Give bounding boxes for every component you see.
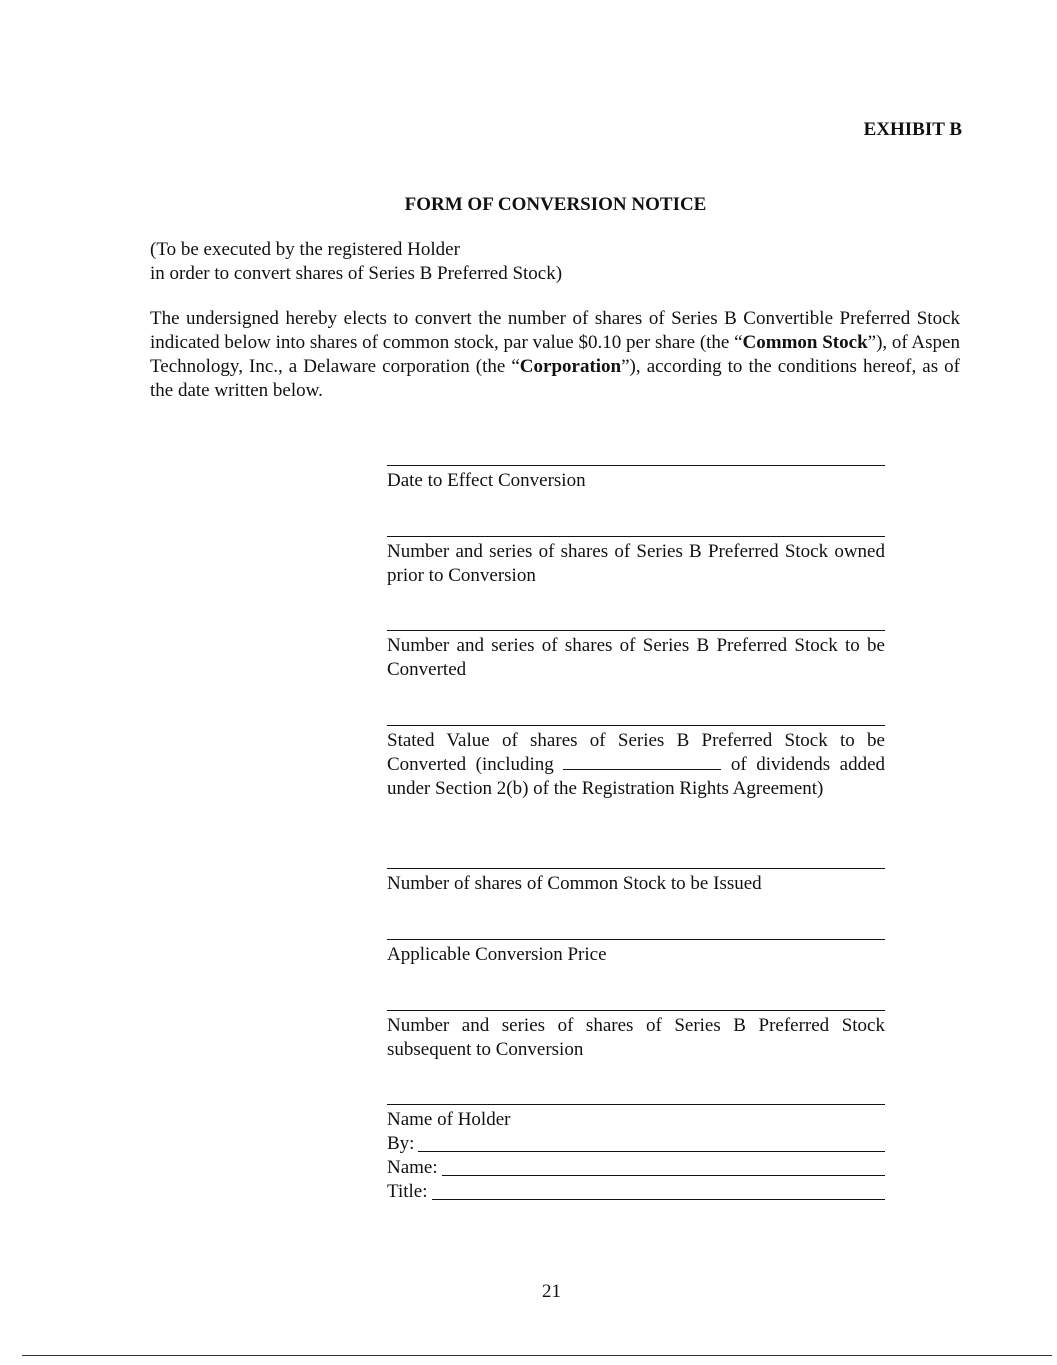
election-paragraph: [150, 307, 960, 403]
signature-line: [387, 465, 885, 466]
field-common-stock-issued: [387, 868, 885, 896]
signature-line: [387, 868, 885, 869]
field-label: [387, 729, 885, 801]
field-label: Number of shares of Common Stock to be Issued: [387, 873, 762, 894]
stated-value-text-a: Stated Value of shares of Series B Preferred Stock to be Converted (including: [387, 730, 885, 775]
name-of-holder-label: Name of Holder: [387, 1109, 511, 1130]
name-row: [387, 1156, 885, 1180]
signature-block: [387, 1104, 885, 1204]
by-row: [387, 1132, 885, 1156]
exhibit-label: EXHIBIT B: [863, 119, 962, 140]
footer-divider: [22, 1355, 1052, 1356]
field-label: Date to Effect Conversion: [387, 470, 586, 491]
field-label: Number and series of shares of Series B Preferred Stock to be Converted: [387, 635, 885, 680]
intro-line-1: (To be executed by the registered Holder: [150, 239, 460, 260]
field-stated-value: [387, 725, 885, 801]
defined-term-common-stock: Common Stock: [742, 332, 868, 353]
field-shares-to-be-converted: [387, 630, 885, 682]
title-row: [387, 1180, 885, 1204]
name-line: [442, 1157, 885, 1176]
name-label: Name:: [387, 1157, 438, 1178]
page-number: 21: [542, 1281, 561, 1302]
stated-value-text-b: of dividends added under Section 2(b) of the Registration Rights Agreement): [387, 754, 886, 799]
field-date-to-effect-conversion: [387, 465, 885, 493]
field-label: Applicable Conversion Price: [387, 944, 607, 965]
dividends-blank: [563, 753, 721, 770]
signature-line: [387, 1104, 885, 1105]
by-line: [418, 1133, 885, 1152]
field-shares-subsequent: [387, 1010, 885, 1062]
paragraph-text-3: ”), according to the conditions hereof, as of the date written below.: [150, 356, 960, 401]
title-line: [432, 1181, 886, 1200]
paragraph-text-1: The undersigned hereby elects to convert the number of shares of Series B Convertible Preferred Stock indicated below into shares of common stock, par value $0.10 per share (the “: [150, 308, 960, 353]
field-conversion-price: [387, 939, 885, 967]
field-shares-owned-prior: [387, 536, 885, 588]
title-label: Title:: [387, 1181, 428, 1202]
intro-instructions: [150, 238, 750, 286]
signature-line: [387, 536, 885, 537]
signature-line: [387, 1010, 885, 1011]
signature-line: [387, 939, 885, 940]
signature-line: [387, 630, 885, 631]
intro-line-2: in order to convert shares of Series B Preferred Stock): [150, 263, 563, 284]
by-label: By:: [387, 1133, 415, 1154]
field-label: Number and series of shares of Series B Preferred Stock owned prior to Conversion: [387, 541, 885, 586]
defined-term-corporation: Corporation: [519, 356, 622, 377]
form-title: FORM OF CONVERSION NOTICE: [404, 194, 707, 215]
field-label: Number and series of shares of Series B Preferred Stock subsequent to Conversion: [387, 1015, 885, 1060]
paragraph-text-2: ”), of Aspen Technology, Inc., a Delaware corporation (the “: [150, 332, 960, 377]
signature-line: [387, 725, 885, 726]
